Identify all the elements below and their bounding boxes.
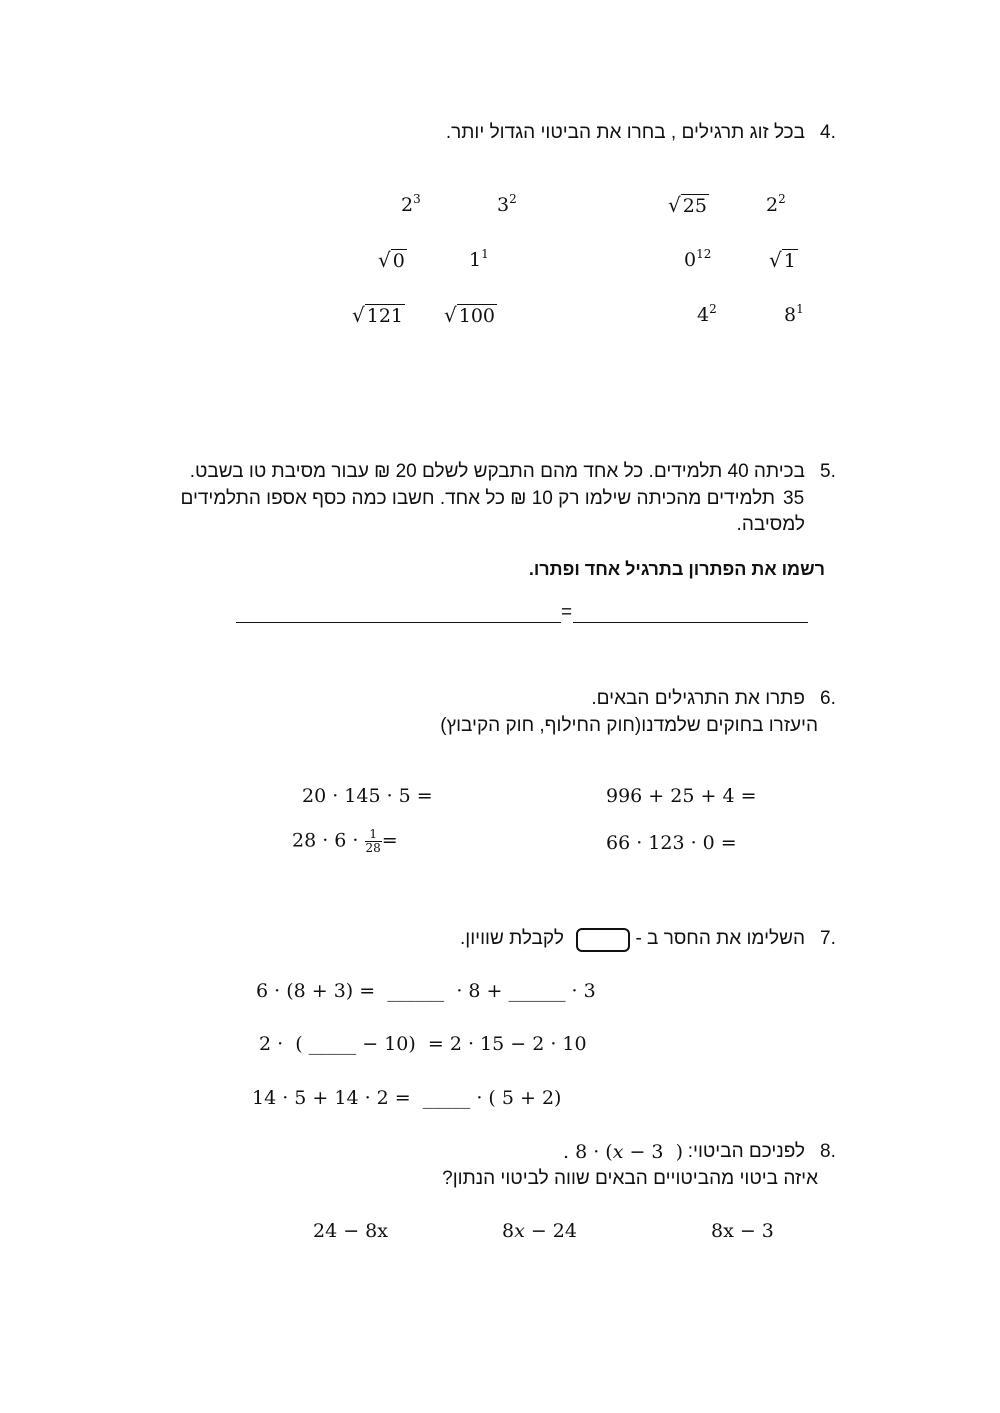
q6-exercise-4[interactable] <box>292 828 398 855</box>
q7-row-2[interactable]: 2 · ( _____ − 10) = 2 · 15 − 2 · 10 <box>259 1033 587 1055</box>
q6-ex4-pre: 28 · 6 · <box>292 829 359 852</box>
q7-blank-box-icon <box>576 928 630 952</box>
q4-expr-sqrt-100[interactable]: √ 100 <box>444 303 496 327</box>
q4-expr-sqrt-121[interactable]: √ 121 <box>352 303 404 327</box>
q8-option-3[interactable]: 8x − 3 <box>711 1220 774 1242</box>
q4-expr-sqrt-1[interactable]: √ 1 <box>769 248 796 272</box>
q4-expr-1-pow-1[interactable]: $1^1$ <box>469 247 489 271</box>
q7-text-after: לקבלת שוויון. <box>460 928 564 949</box>
q7-row-3[interactable]: 14 · 5 + 14 · 2 = _____ · ( 5 + 2) <box>252 1087 562 1109</box>
q4-expr-3-pow-2[interactable]: $3^2$ <box>497 192 517 216</box>
q5-line2: תלמידים מהכיתה שילמו רק 10 ₪ כל אחד. חשבו כמה כסף אספו התלמידים <box>180 488 775 509</box>
q8-number: 8. <box>820 1141 836 1162</box>
q4-expr-8-pow-1[interactable]: $8^1$ <box>784 302 804 326</box>
q5-answer-line-left[interactable] <box>236 622 561 623</box>
q5-line2-number: 35 <box>783 488 805 509</box>
q6-line2: היעזרו בחוקים שלמדנו(חוק החילוף, חוק הקיבוץ) <box>440 715 818 736</box>
q6-ex4-post: = <box>381 829 398 852</box>
q4-text: בכל זוג תרגילים , בחרו את הביטוי הגדול יותר. <box>445 122 805 143</box>
q4-number: 4. <box>820 122 836 143</box>
q4-expr-2-pow-3[interactable]: $2^3$ <box>401 192 421 216</box>
q4-expr-sqrt-0[interactable]: √ 0 <box>378 248 405 272</box>
q5-answer-line-right[interactable] <box>573 622 808 623</box>
q4-expr-4-pow-2[interactable]: $4^2$ <box>697 302 717 326</box>
q8-label: לפניכם הביטוי: <box>687 1141 805 1162</box>
q5-line1: בכיתה 40 תלמידים. כל אחד מהם התבקש לשלם 20 ₪ עבור מסיבת טו בשבט. <box>189 461 805 482</box>
q4-expr-0-pow-12[interactable]: $0^{12}$ <box>684 247 712 271</box>
q6-number: 6. <box>820 688 836 709</box>
q5-line3: למסיבה. <box>736 514 805 535</box>
q5-equals-sign: = <box>561 602 573 623</box>
q7-number: 7. <box>820 928 836 949</box>
q5-instruction: רשמו את הפתרון בתרגיל אחד ופתרו. <box>528 559 825 579</box>
q6-ex4-fraction: $\frac{1}{28}$ <box>365 827 381 855</box>
q8-expression: . 8 · (x − 3 ) <box>563 1141 684 1163</box>
q8-option-2[interactable]: 8x − 24 <box>502 1220 577 1242</box>
q8-option-1[interactable]: 24 − 8x <box>313 1220 388 1242</box>
q4-expr-2-pow-2[interactable]: $2^2$ <box>766 192 786 216</box>
q8-question: איזה ביטוי מהביטויים הבאים שווה לביטוי הנתון? <box>442 1168 818 1189</box>
q7-text-before: השלימו את החסר ב - <box>635 928 805 949</box>
q6-line1: פתרו את התרגילים הבאים. <box>591 688 805 709</box>
q6-exercise-2[interactable]: 20 · 145 · 5 = <box>302 785 433 807</box>
q7-row-1[interactable]: 6 · (8 + 3) = ______ · 8 + ______ · 3 <box>256 980 596 1002</box>
q4-expr-sqrt-25[interactable]: √ 25 <box>668 193 707 217</box>
q6-exercise-3[interactable]: 66 · 123 · 0 = <box>606 832 737 854</box>
q6-exercise-1[interactable]: 996 + 25 + 4 = <box>606 785 757 807</box>
q5-number: 5. <box>820 461 836 482</box>
